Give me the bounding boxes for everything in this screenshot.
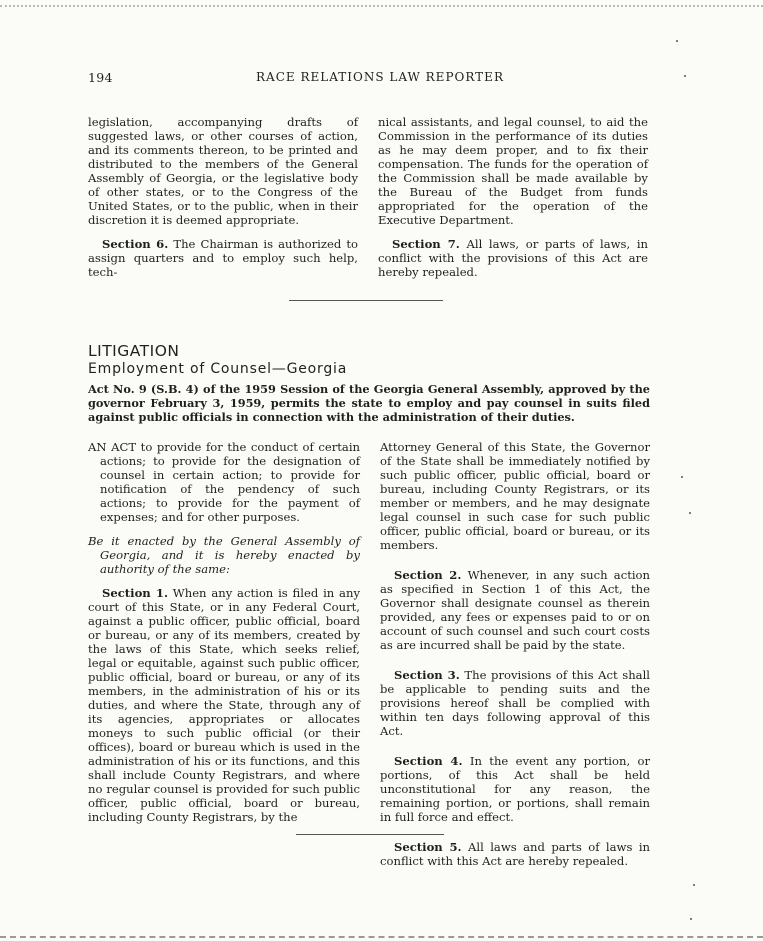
page-bottom-edge <box>0 936 763 938</box>
continued-paragraph: legislation, accompanying drafts of suggested laws, or other courses of action, and its comments thereon, to be printed and distributed to the members of the General Assembly of Georgia, or the legislative body of other states, or to the Congress of the United States, or to the public, when in their discretion it is deemed appropriate. <box>88 115 358 227</box>
section-6-label: Section 6. <box>102 237 169 251</box>
section-1-continued: Attorney General of this State, the Governor of the State shall be immediately notified by such public officer, public official, board or bureau, including County Registrars, or its member or members, and he may designate legal counsel in such case for such public officer, public official, board or bureau, or its members. <box>380 440 650 552</box>
section-3-label: Section 3. <box>394 668 460 682</box>
section-7-text: All laws, or parts of laws, in conflict with the provisions of this Act are hereby repealed. <box>378 237 648 279</box>
act-title: AN ACT to provide for the conduct of certain actions; to provide for the designation of counsel in certain action; to provide for notification of the pendency of such actions; to provide for the payment of expenses; and for other purposes. <box>88 440 360 524</box>
page-top-edge <box>0 5 763 7</box>
section-1-text: When any action is filed in any court of this State, or in any Federal Court, against a public officer, public official, board or bureau, or any of its members, created by the laws of this State, which seeks relief, legal or equitable, against such public officer, public official, board or bureau, or any of its members, in the administration of his or its duties, and where the State, through any of its agencies, appropriates or allocates moneys to such public official (or their offices), board or bureau which is used in the administration of his or its functions, and this shall include County Registrars, and where no regular counsel is provided for such public officer, public official, board or bureau, including County Registrars, by the <box>88 586 360 824</box>
section-divider <box>289 300 443 301</box>
running-head: RACE RELATIONS LAW REPORTER <box>256 70 504 84</box>
continued-paragraph-right: nical assistants, and legal counsel, to aid the Commission in the performance of its duties as he may deem proper, and to fix their compensation. The funds for the operation of the Commission shall be made available by the Bureau of the Budget from funds appropriated for the operation of the Executive Department. <box>378 115 648 227</box>
speck <box>693 884 695 886</box>
section-4-label: Section 4. <box>394 754 463 768</box>
act-summary: Act No. 9 (S.B. 4) of the 1959 Session of the Georgia General Assembly, approved by the governor February 3, 1959, permits the state to employ and pay counsel in suits filed against public officials in connection with the administration of their duties. <box>88 382 650 424</box>
section-2-label: Section 2. <box>394 568 462 582</box>
continued-text-right-column <box>378 115 648 279</box>
enacting-clause: Be it enacted by the General Assembly of Georgia, and it is hereby enacted by authority of the same: <box>88 534 360 576</box>
section-1-paragraph <box>88 586 360 824</box>
section-6-paragraph <box>88 237 358 279</box>
section-4-paragraph <box>380 754 650 824</box>
section-2-paragraph <box>380 568 650 652</box>
section-6-text: The Chairman is authorized to assign quarters and to employ such help, tech- <box>88 237 358 279</box>
speck <box>689 512 691 514</box>
section-5-paragraph <box>380 840 650 868</box>
speck <box>681 476 683 478</box>
section-5-text: All laws and parts of laws in conflict with this Act are hereby repealed. <box>380 840 650 868</box>
continued-text-left-column <box>88 115 358 279</box>
section-7-paragraph <box>378 237 648 279</box>
section-subheading: Employment of Counsel—Georgia <box>88 361 348 377</box>
section-7-label: Section 7. <box>392 237 460 251</box>
section-2-text: Whenever, in any such action as specified in Section 1 of this Act, the Governor shall designate counsel as therein provided, any fees or expenses paid to or on account of such counsel and such court costs as are incurred shall be paid by the state. <box>380 568 651 652</box>
speck <box>684 75 686 77</box>
section-4-text: In the event any portion, or portions, of this Act shall be held unconstitutional for any reason, the remaining portion, or portions, shall remain in full force and effect. <box>380 754 651 824</box>
section-3-text: The provisions of this Act shall be applicable to pending suits and the provisions hereof shall be complied with within ten days following approval of this Act. <box>380 668 650 738</box>
speck <box>676 40 678 42</box>
act-left-column <box>88 440 360 824</box>
section-1-label: Section 1. <box>102 586 168 600</box>
page-number: 194 <box>88 70 113 85</box>
section-heading: LITIGATION <box>88 342 180 360</box>
end-divider <box>296 834 444 835</box>
act-right-column <box>380 440 650 868</box>
section-5-label: Section 5. <box>394 840 462 854</box>
section-3-paragraph <box>380 668 650 738</box>
speck <box>690 918 692 920</box>
